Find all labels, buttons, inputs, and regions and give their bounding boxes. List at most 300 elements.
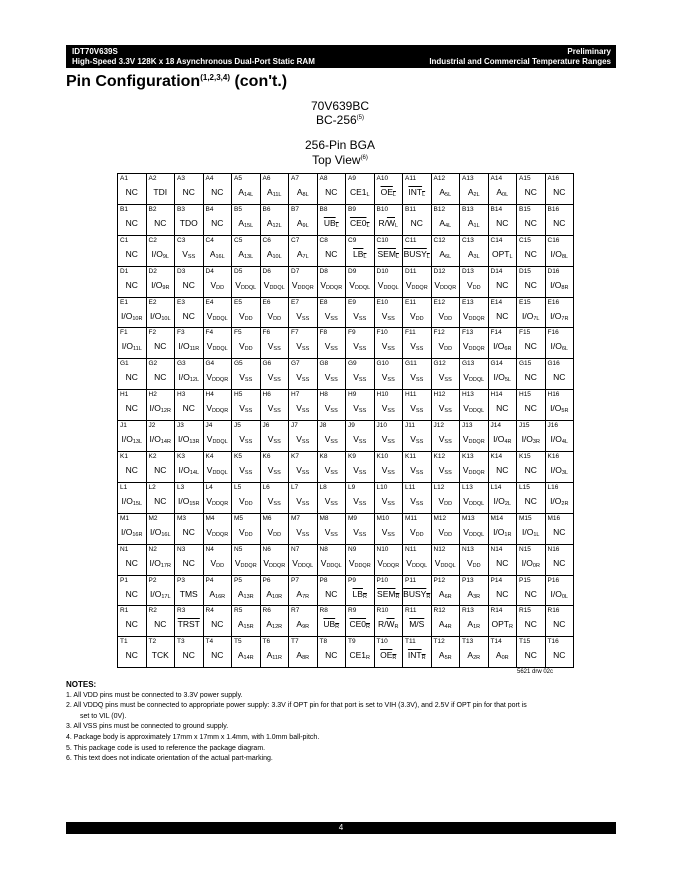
package-code: BC-256$^{(5)}$ [315, 113, 365, 127]
pin-cell [403, 575, 432, 606]
pin-id: C16 [547, 236, 560, 244]
pin-id: J9 [348, 422, 355, 430]
package-name: 70V639BC [310, 99, 370, 113]
pin-cell [232, 235, 261, 266]
pin-cell [517, 513, 546, 544]
pin-cell [146, 575, 175, 606]
pin-id: B9 [348, 205, 356, 213]
pin-cell [232, 544, 261, 575]
pin-signal: $A_{12R}$ [266, 619, 283, 631]
pin-id: E11 [405, 298, 417, 306]
pin-cell [431, 421, 460, 452]
pin-signal: $I/O_{11R}$ [178, 341, 200, 353]
pin-id: C12 [433, 236, 446, 244]
pin-id: M13 [462, 514, 475, 522]
pin-cell [175, 204, 204, 235]
pin-signal: $I/O_{12R}$ [149, 403, 171, 415]
pin-id: D8 [319, 267, 328, 275]
pin-signal: $A_{12L}$ [266, 217, 282, 229]
pin-signal: $V_{DD}$ [238, 495, 253, 507]
pin-cell [175, 390, 204, 421]
pin-cell [545, 204, 574, 235]
pin-signal: $V_{DDQR}$ [377, 557, 400, 569]
pin-id: H6 [262, 391, 271, 399]
pin-id: M3 [177, 514, 187, 522]
pin-id: D16 [547, 267, 560, 275]
pin-signal: NC [524, 403, 537, 414]
pin-id: A4 [205, 175, 214, 182]
pin-id: P2 [148, 576, 157, 584]
pin-id: K12 [433, 453, 446, 461]
pin-signal: $V_{SS}$ [381, 341, 395, 353]
pin-cell [317, 235, 346, 266]
pin-signal: $V_{DD}$ [438, 526, 453, 538]
pin-cell [517, 297, 546, 328]
pin-id: L7 [291, 483, 299, 491]
pin-cell [146, 204, 175, 235]
pin-signal: $A_{4R}$ [438, 619, 452, 631]
pin-id: J13 [462, 422, 473, 430]
pin-cell [346, 513, 375, 544]
pin-signal: $I/O_{8L}$ [550, 248, 568, 260]
pin-id: P13 [462, 576, 474, 584]
pin-signal: $V_{DDQL}$ [463, 495, 485, 507]
pin-signal: $V_{DDQL}$ [292, 557, 314, 569]
pin-signal: $A_{6L}$ [439, 248, 452, 260]
pin-signal: $A_{9R}$ [296, 619, 310, 631]
pin-cell [431, 328, 460, 359]
pin-cell [317, 359, 346, 390]
pin-cell [175, 482, 204, 513]
pin-signal: NC [211, 650, 224, 661]
pin-cell [146, 544, 175, 575]
pin-cell [260, 513, 289, 544]
pin-id: E15 [519, 298, 531, 306]
pin-signal: $A_{13L}$ [238, 248, 254, 260]
pin-cell [488, 266, 517, 297]
pin-signal: $V_{DDQL}$ [349, 279, 371, 291]
pin-id: K5 [234, 453, 242, 461]
note-item: 6. This text does not indicate orientation of the actual part-marking. [66, 755, 273, 763]
pin-cell [289, 637, 318, 668]
pin-id: P8 [319, 576, 328, 584]
pin-signal: NC [325, 650, 338, 661]
pin-cell [317, 482, 346, 513]
pin-cell [232, 297, 261, 328]
pin-cell [545, 421, 574, 452]
pin-signal: $V_{SS}$ [381, 465, 395, 477]
pin-signal: $CE0_{\overline{L}}$ [349, 217, 370, 229]
pin-id: M9 [348, 514, 358, 522]
pin-cell [203, 359, 232, 390]
pin-id: P1 [120, 576, 128, 584]
pin-id: G2 [148, 360, 158, 368]
pin-signal: $I/O_{7R}$ [550, 310, 569, 322]
pin-id: C10 [376, 236, 389, 244]
pin-cell [346, 266, 375, 297]
pin-cell [346, 452, 375, 483]
pin-signal: NC [524, 372, 537, 383]
pin-cell [175, 606, 204, 637]
pin-cell [146, 390, 175, 421]
pin-id: P11 [405, 576, 417, 584]
pin-signal: $\overline{SEM}_{\overline{L}}$ [377, 248, 399, 260]
pin-signal: $V_{SS}$ [296, 495, 310, 507]
pin-cell [317, 328, 346, 359]
pin-cell [232, 328, 261, 359]
pin-signal: $CE1_L$ [349, 187, 370, 198]
pin-signal: NC [524, 187, 537, 197]
pin-cell [431, 297, 460, 328]
pin-id: M10 [376, 514, 390, 522]
pin-signal: $V_{DDQL}$ [463, 403, 485, 415]
pin-signal: $V_{SS}$ [324, 372, 338, 384]
pin-cell [346, 544, 375, 575]
pin-cell [118, 575, 147, 606]
pin-signal: $A_{7L}$ [296, 248, 309, 260]
pin-id: D11 [405, 267, 417, 275]
pin-signal: $V_{DDQL}$ [406, 557, 428, 569]
pin-id: J3 [177, 422, 184, 430]
pin-signal: $V_{SS}$ [324, 310, 338, 322]
pin-signal: $V_{DD}$ [238, 310, 253, 322]
pin-cell [260, 421, 289, 452]
pin-signal: NC [496, 588, 509, 599]
pin-signal: $A_{15R}$ [237, 619, 254, 631]
pin-cell [460, 482, 489, 513]
pin-cell [488, 544, 517, 575]
pin-id: D7 [291, 267, 300, 275]
pin-cell [517, 544, 546, 575]
pin-cell [118, 452, 147, 483]
pin-signal: $V_{SS}$ [267, 341, 281, 353]
pin-id: M12 [433, 514, 447, 522]
pin-id: T14 [490, 638, 502, 646]
pin-signal: $A_{0R}$ [495, 650, 509, 662]
pin-cell [317, 204, 346, 235]
pin-signal: NC [125, 650, 138, 661]
pin-cell [346, 637, 375, 668]
pin-row [118, 174, 574, 205]
pin-cell [175, 235, 204, 266]
pin-id: A11 [405, 175, 417, 182]
pin-id: H12 [433, 391, 446, 399]
pin-cell [403, 297, 432, 328]
pin-signal: $V_{DD}$ [238, 341, 253, 353]
pin-cell [232, 390, 261, 421]
pin-id: G10 [376, 360, 389, 368]
pin-cell [460, 328, 489, 359]
pin-signal: $V_{SS}$ [324, 403, 338, 415]
pin-signal: $V_{SS}$ [438, 434, 452, 446]
pin-signal: $V_{DDQR}$ [206, 372, 229, 384]
pin-signal: NC [496, 403, 509, 414]
pin-id: N8 [319, 545, 328, 553]
pin-signal: $V_{DDQR}$ [462, 341, 485, 353]
pin-cell [289, 575, 318, 606]
pin-signal: NC [125, 248, 138, 259]
pin-signal: $A_{2L}$ [467, 187, 480, 198]
pin-row [118, 297, 574, 328]
header-description: High-Speed 3.3V 128K x 18 Asynchronous Dual-Port Static RAM [72, 57, 315, 66]
pin-id: N3 [177, 545, 186, 553]
pin-id: N16 [547, 545, 560, 553]
pin-signal: $CE1_R$ [349, 650, 371, 662]
pin-cell [260, 297, 289, 328]
pin-id: M8 [319, 514, 329, 522]
pin-signal: $V_{SS}$ [296, 372, 310, 384]
pin-cell [175, 266, 204, 297]
pin-signal: $V_{DDQR}$ [206, 495, 229, 507]
header-bar [66, 45, 616, 68]
pin-row [118, 359, 574, 390]
pin-id: L5 [234, 483, 242, 491]
pin-cell [260, 328, 289, 359]
pin-id: F6 [262, 329, 271, 337]
pin-signal: $V_{SS}$ [438, 403, 452, 415]
pin-id: T6 [262, 638, 271, 646]
pin-id: F9 [348, 329, 356, 337]
pin-cell [403, 235, 432, 266]
pin-id: R5 [234, 607, 243, 615]
pin-id: C1 [120, 236, 129, 244]
pin-signal: NC [125, 372, 138, 383]
pin-cell [203, 390, 232, 421]
pin-cell [545, 482, 574, 513]
pin-signal: NC [125, 588, 138, 599]
pin-cell [545, 359, 574, 390]
pin-cell [403, 359, 432, 390]
pin-id: H14 [490, 391, 503, 399]
pin-signal: $V_{SS}$ [324, 434, 338, 446]
pin-cell [431, 359, 460, 390]
pin-signal: NC [325, 588, 338, 599]
pin-signal: $R/\overline{W}_L$ [378, 217, 399, 229]
pin-cell [118, 266, 147, 297]
pin-signal: $V_{DDQL}$ [206, 434, 228, 446]
pin-id: D14 [490, 267, 503, 275]
pin-cell [232, 482, 261, 513]
pin-id: E6 [262, 298, 271, 306]
pin-signal: $I/O_{16R}$ [121, 526, 143, 538]
pin-cell [146, 421, 175, 452]
pin-id: K1 [120, 453, 128, 461]
pin-id: F10 [376, 329, 388, 337]
pin-id: D2 [148, 267, 157, 275]
pin-cell [374, 235, 403, 266]
pin-cell [460, 359, 489, 390]
pin-id: D5 [234, 267, 243, 275]
pin-id: T4 [205, 638, 214, 646]
pin-id: F13 [462, 329, 474, 337]
pin-signal: $I/O_{10R}$ [121, 310, 143, 322]
pin-signal: $I/O_{15L}$ [121, 495, 143, 507]
pin-id: R11 [405, 607, 417, 615]
pin-cell [317, 544, 346, 575]
note-item: 2. All VDDQ pins must be connected to appropriate power supply: 3.3V if OPT pin for that port is set to VIH (3.3V), and 2.5V if OPT pin for that port is [66, 702, 527, 710]
pin-signal: NC [496, 557, 509, 568]
pin-cell [403, 452, 432, 483]
pin-id: J5 [234, 422, 241, 430]
pin-id: D1 [120, 267, 129, 275]
pin-id: J16 [547, 422, 558, 430]
pin-signal: $R/\overline{W}_R$ [377, 619, 399, 631]
pin-id: D9 [348, 267, 357, 275]
pin-id: B3 [177, 205, 185, 213]
pin-cell [374, 266, 403, 297]
pin-id: E9 [348, 298, 356, 306]
pin-signal: NC [154, 217, 167, 228]
pin-cell [431, 266, 460, 297]
pin-id: P7 [291, 576, 299, 584]
pin-id: D4 [205, 267, 214, 275]
pin-id: H11 [405, 391, 417, 399]
pin-signal: $I/O_{10L}$ [149, 310, 171, 322]
pin-row [118, 390, 574, 421]
pin-signal: $V_{SS}$ [381, 310, 395, 322]
package-view: Top View$^{(6)}$ [312, 153, 368, 167]
pin-cell [118, 235, 147, 266]
pin-cell [460, 452, 489, 483]
header-status: Preliminary [567, 47, 611, 56]
pin-id: L15 [519, 483, 530, 491]
pin-id: D6 [262, 267, 271, 275]
pin-id: A16 [547, 175, 560, 182]
pin-id: J8 [319, 422, 327, 430]
pin-id: L12 [433, 483, 445, 491]
pin-id: E4 [205, 298, 214, 306]
pin-cell [545, 174, 574, 205]
pin-id: R9 [348, 607, 357, 615]
pin-signal: $I/O_{2R}$ [550, 495, 569, 507]
pin-id: F4 [205, 329, 214, 337]
pin-id: G13 [462, 360, 475, 368]
pin-cell [374, 513, 403, 544]
pin-id: C11 [405, 236, 417, 244]
pin-cell [175, 359, 204, 390]
pin-cell [118, 297, 147, 328]
pin-id: C7 [291, 236, 300, 244]
pin-signal: NC [211, 619, 224, 630]
pin-cell [146, 266, 175, 297]
pin-signal: $A_{3R}$ [467, 588, 481, 600]
pin-signal: $A_{10R}$ [266, 588, 283, 600]
pin-signal: $V_{DDQR}$ [405, 279, 428, 291]
pin-id: N1 [120, 545, 129, 553]
pin-cell [431, 204, 460, 235]
pin-cell [431, 575, 460, 606]
pin-signal: $A_{9L}$ [296, 217, 309, 229]
pin-id: L14 [490, 483, 502, 491]
pin-signal: $V_{DD}$ [438, 341, 453, 353]
pin-cell [260, 637, 289, 668]
pin-cell [289, 421, 318, 452]
pin-signal: $V_{DD}$ [210, 557, 225, 569]
pin-cell [431, 235, 460, 266]
pin-cell [374, 297, 403, 328]
pin-id: C5 [234, 236, 243, 244]
pin-cell [431, 637, 460, 668]
pin-id: K6 [262, 453, 271, 461]
pin-cell [346, 575, 375, 606]
pin-cell [403, 606, 432, 637]
pin-signal: TMS [179, 588, 198, 599]
pin-id: F8 [319, 329, 328, 337]
pin-id: A12 [433, 175, 446, 182]
pin-cell [403, 513, 432, 544]
pin-id: C3 [177, 236, 186, 244]
pin-id: T9 [348, 638, 356, 646]
pin-id: F1 [120, 329, 128, 337]
pin-cell [203, 637, 232, 668]
pin-signal: NC [496, 310, 509, 321]
pin-id: B15 [519, 205, 531, 213]
pin-cell [431, 452, 460, 483]
pin-cell [346, 421, 375, 452]
pin-cell [374, 421, 403, 452]
pin-id: R10 [376, 607, 389, 615]
pin-cell [545, 328, 574, 359]
pin-signal: NC [496, 217, 509, 228]
pin-signal: $V_{DD}$ [438, 495, 453, 507]
pin-cell [289, 328, 318, 359]
notes-section [66, 680, 621, 765]
pin-id: F3 [177, 329, 185, 337]
pin-id: L4 [205, 483, 213, 491]
pin-signal: $V_{DDQR}$ [206, 403, 229, 415]
pin-id: P15 [519, 576, 531, 584]
pin-id: B10 [376, 205, 389, 213]
pin-cell [175, 297, 204, 328]
pin-signal: $I/O_{12L}$ [178, 372, 200, 384]
pin-id: A3 [177, 175, 185, 182]
pin-signal: $A_{14L}$ [238, 187, 254, 198]
pin-id: C2 [148, 236, 157, 244]
pin-id: A5 [234, 175, 242, 182]
pin-cell [517, 390, 546, 421]
pin-cell [289, 482, 318, 513]
pin-signal: NC [524, 465, 537, 476]
pin-signal: $I/O_{3R}$ [521, 434, 540, 446]
pin-signal: NC [125, 187, 138, 197]
pin-cell [403, 482, 432, 513]
pin-id: J15 [519, 422, 530, 430]
pin-signal: $CE0_{\overline{R}}$ [349, 619, 371, 631]
pin-id: G12 [433, 360, 446, 368]
pin-cell [403, 204, 432, 235]
pin-signal: $I/O_{0L}$ [550, 588, 568, 600]
pin-id: N7 [291, 545, 300, 553]
pin-signal: $I/O_{4R}$ [493, 434, 512, 446]
pin-cell [317, 452, 346, 483]
pin-id: H13 [462, 391, 474, 399]
pin-signal: $I/O_{7L}$ [522, 310, 540, 322]
pin-cell [289, 359, 318, 390]
pin-signal: $V_{DDQL}$ [463, 526, 485, 538]
pin-signal: $V_{DDQR}$ [263, 557, 286, 569]
pin-signal: NC [125, 403, 138, 414]
pin-signal: $V_{SS}$ [353, 310, 367, 322]
pin-id: F5 [234, 329, 242, 337]
pin-signal: $A_{1L}$ [467, 217, 480, 229]
pin-cell [317, 421, 346, 452]
pin-cell [488, 637, 517, 668]
pin-id: B5 [234, 205, 242, 213]
pin-cell [289, 606, 318, 637]
pin-cell [403, 544, 432, 575]
pin-signal: $A_{8L}$ [296, 187, 309, 198]
pin-cell [460, 421, 489, 452]
